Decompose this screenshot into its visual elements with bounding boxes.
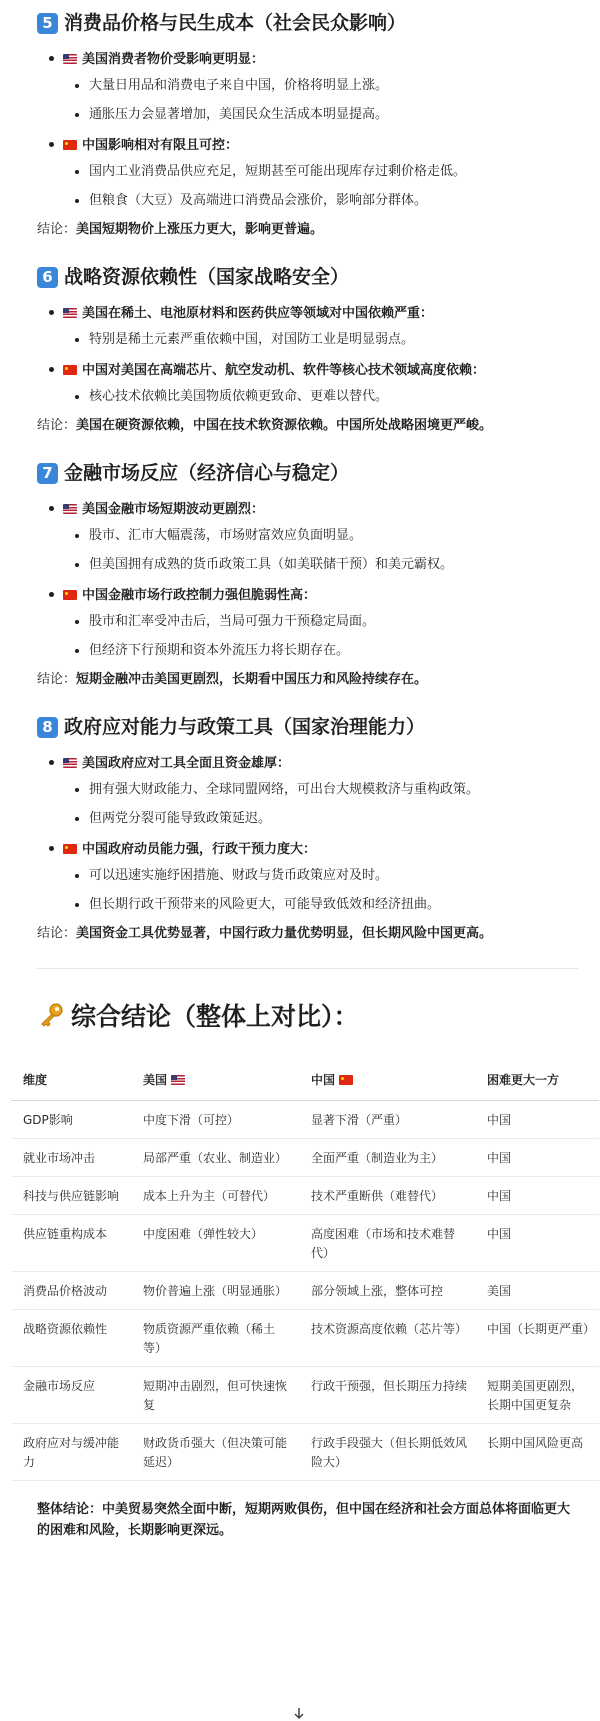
section-conclusion: [37, 220, 578, 240]
summary-heading: [37, 997, 578, 1033]
final-conclusion: [37, 1499, 578, 1541]
cell-us: 短期冲击剧烈，但可快速恢复: [131, 1367, 299, 1424]
cell-harder-side: 中国（长期更严重）: [475, 1310, 599, 1367]
conclusion-text: 美国在硬资源依赖，中国在技术软资源依赖。中国所处战略困境更严峻。: [76, 418, 493, 433]
group-heading: 美国消费者物价受影响更明显：: [82, 52, 265, 67]
conclusion-label: 结论：: [37, 418, 77, 433]
table-row: [11, 1139, 599, 1177]
group-heading: 美国金融市场短期波动更剧烈：: [82, 502, 265, 517]
table-row: [11, 1177, 599, 1215]
sub-list: [63, 612, 578, 661]
section-list: [37, 48, 578, 211]
list-item: [49, 498, 578, 575]
group-heading: 美国政府应对工具全面且资金雄厚：: [82, 756, 291, 771]
sub-list: [63, 526, 578, 575]
keycap-number-icon: 5: [37, 13, 58, 34]
sub-list-item: 但两党分裂可能导致政策延迟。: [75, 809, 578, 829]
us-flag-icon: [63, 54, 77, 64]
us-flag-icon: [63, 758, 77, 768]
group-heading: 中国影响相对有限且可控：: [82, 138, 239, 153]
cell-us: 财政货币强大（但决策可能延迟）: [131, 1424, 299, 1481]
summary-title: 综合结论（整体上对比）：: [71, 1002, 359, 1031]
cell-harder-side: 长期中国风险更高: [475, 1424, 599, 1481]
list-item: [49, 838, 578, 915]
cell-harder-side: 美国: [475, 1272, 599, 1310]
cell-harder-side: 中国: [475, 1101, 599, 1139]
section-title: 战略资源依赖性（国家战略安全）: [64, 266, 350, 288]
cell-cn: 技术严重断供（难替代）: [299, 1177, 475, 1215]
list-item: [49, 48, 578, 125]
table-row: [11, 1101, 599, 1139]
cell-us: 中度困难（弹性较大）: [131, 1215, 299, 1272]
cell-us: 中度下滑（可控）: [131, 1101, 299, 1139]
cn-flag-icon: [339, 1075, 353, 1085]
cn-flag-icon: [63, 844, 77, 854]
table-row: [11, 1424, 599, 1481]
cell-cn: 显著下滑（严重）: [299, 1101, 475, 1139]
sub-list-item: 通胀压力会显著增加，美国民众生活成本明显提高。: [75, 105, 578, 125]
us-flag-icon: [171, 1075, 185, 1085]
header-harder-side: 困难更大一方: [475, 1059, 599, 1101]
us-flag-icon: [63, 504, 77, 514]
sub-list-item: 但粮食（大豆）及高端进口消费品会涨价，影响部分群体。: [75, 191, 578, 211]
keycap-number-icon: 8: [37, 717, 58, 738]
cn-flag-icon: [63, 140, 77, 150]
section-heading: [37, 10, 578, 36]
sub-list: [63, 387, 578, 407]
header-us: 美国: [131, 1059, 299, 1101]
cell-us: 成本上升为主（可替代）: [131, 1177, 299, 1215]
list-item: [49, 134, 578, 211]
sub-list-item: 但美国拥有成熟的货币政策工具（如美联储干预）和美元霸权。: [75, 555, 578, 575]
section-title: 金融市场反应（经济信心与稳定）: [64, 462, 350, 484]
cell-dimension: GDP影响: [11, 1101, 131, 1139]
sub-list-item: 但经济下行预期和资本外流压力将长期存在。: [75, 641, 578, 661]
cell-dimension: 就业市场冲击: [11, 1139, 131, 1177]
us-flag-icon: [63, 308, 77, 318]
section-conclusion: [37, 924, 578, 944]
group-heading: 中国金融市场行政控制力强但脆弱性高：: [82, 588, 317, 603]
conclusion-text: 短期金融冲击美国更剧烈，长期看中国压力和风险持续存在。: [76, 672, 428, 687]
cell-us: 局部严重（农业、制造业）: [131, 1139, 299, 1177]
section-list: [37, 498, 578, 661]
conclusion-label: 结论：: [37, 222, 77, 237]
conclusion-text: 美国资金工具优势显著，中国行政力量优势明显，但长期风险中国更高。: [76, 926, 493, 941]
cell-us: 物质资源严重依赖（稀土等）: [131, 1310, 299, 1367]
sub-list-item: 股市、汇市大幅震荡，市场财富效应负面明显。: [75, 526, 578, 546]
section-title: 消费品价格与民生成本（社会民众影响）: [64, 12, 407, 34]
conclusion-text: 美国短期物价上涨压力更大，影响更普遍。: [76, 222, 324, 237]
table-header-row: [11, 1059, 599, 1101]
sub-list-item: 特别是稀土元素严重依赖中国，对国防工业是明显弱点。: [75, 330, 578, 350]
cn-flag-icon: [63, 590, 77, 600]
sections-container: [37, 10, 578, 944]
list-item: [49, 752, 578, 829]
sub-list: [63, 162, 578, 211]
final-label: 整体结论：: [37, 1502, 103, 1517]
table-row: [11, 1272, 599, 1310]
list-item: [49, 302, 578, 350]
sub-list-item: 但长期行政干预带来的风险更大，可能导致低效和经济扭曲。: [75, 895, 578, 915]
cell-dimension: 金融市场反应: [11, 1367, 131, 1424]
comparison-table: [11, 1059, 599, 1481]
group-heading: 中国政府动员能力强，行政干预力度大：: [82, 842, 317, 857]
keycap-number-icon: 6: [37, 267, 58, 288]
section-heading: [37, 264, 578, 290]
cell-cn: 行政干预强，但长期压力持续: [299, 1367, 475, 1424]
cell-cn: 高度困难（市场和技术难替代）: [299, 1215, 475, 1272]
final-text: 中美贸易突然全面中断，短期两败俱伤，但中国在经济和社会方面总体将面临更大的困难和风险，长期影响更深远。: [37, 1502, 571, 1538]
sub-list: [63, 866, 578, 915]
cell-dimension: 政府应对与缓冲能力: [11, 1424, 131, 1481]
cell-harder-side: 中国: [475, 1215, 599, 1272]
section-conclusion: [37, 416, 578, 436]
conclusion-label: 结论：: [37, 926, 77, 941]
sub-list: [63, 330, 578, 350]
cell-dimension: 消费品价格波动: [11, 1272, 131, 1310]
sub-list: [63, 76, 578, 125]
cell-harder-side: 短期美国更剧烈，长期中国更复杂: [475, 1367, 599, 1424]
section-list: [37, 302, 578, 407]
sub-list-item: 可以迅速实施纾困措施、财政与货币政策应对及时。: [75, 866, 578, 886]
group-heading: 美国在稀土、电池原材料和医药供应等领域对中国依赖严重：: [82, 306, 434, 321]
sub-list-item: 股市和汇率受冲击后，当局可强力干预稳定局面。: [75, 612, 578, 632]
keycap-number-icon: 7: [37, 463, 58, 484]
cell-cn: 技术资源高度依赖（芯片等）: [299, 1310, 475, 1367]
cell-dimension: 科技与供应链影响: [11, 1177, 131, 1215]
cell-dimension: 战略资源依赖性: [11, 1310, 131, 1367]
section-heading: [37, 714, 578, 740]
cell-harder-side: 中国: [475, 1177, 599, 1215]
list-item: [49, 359, 578, 407]
list-item: [49, 584, 578, 661]
section-heading: [37, 460, 578, 486]
cell-dimension: 供应链重构成本: [11, 1215, 131, 1272]
table-row: [11, 1215, 599, 1272]
sub-list-item: 国内工业消费品供应充足，短期甚至可能出现库存过剩价格走低。: [75, 162, 578, 182]
section-title: 政府应对能力与政策工具（国家治理能力）: [64, 716, 426, 738]
cell-harder-side: 中国: [475, 1139, 599, 1177]
section-conclusion: [37, 670, 578, 690]
sub-list-item: 核心技术依赖比美国物质依赖更致命、更难以替代。: [75, 387, 578, 407]
divider: [37, 968, 578, 969]
cn-flag-icon: [63, 365, 77, 375]
table-row: [11, 1367, 599, 1424]
arrow-down-icon[interactable]: [288, 1704, 310, 1721]
group-heading: 中国对美国在高端芯片、航空发动机、软件等核心技术领域高度依赖：: [82, 363, 486, 378]
sub-list-item: 拥有强大财政能力、全球同盟网络，可出台大规模救济与重构政策。: [75, 780, 578, 800]
header-cn: 中国: [299, 1059, 475, 1101]
sub-list: [63, 780, 578, 829]
header-dimension: 维度: [11, 1059, 131, 1101]
section-list: [37, 752, 578, 915]
cell-us: 物价普遍上涨（明显通胀）: [131, 1272, 299, 1310]
sub-list-item: 大量日用品和消费电子来自中国，价格将明显上涨。: [75, 76, 578, 96]
cell-cn: 部分领域上涨，整体可控: [299, 1272, 475, 1310]
table-row: [11, 1310, 599, 1367]
key-icon: [37, 1001, 65, 1029]
cell-cn: 行政手段强大（但长期低效风险大）: [299, 1424, 475, 1481]
cell-cn: 全面严重（制造业为主）: [299, 1139, 475, 1177]
conclusion-label: 结论：: [37, 672, 77, 687]
